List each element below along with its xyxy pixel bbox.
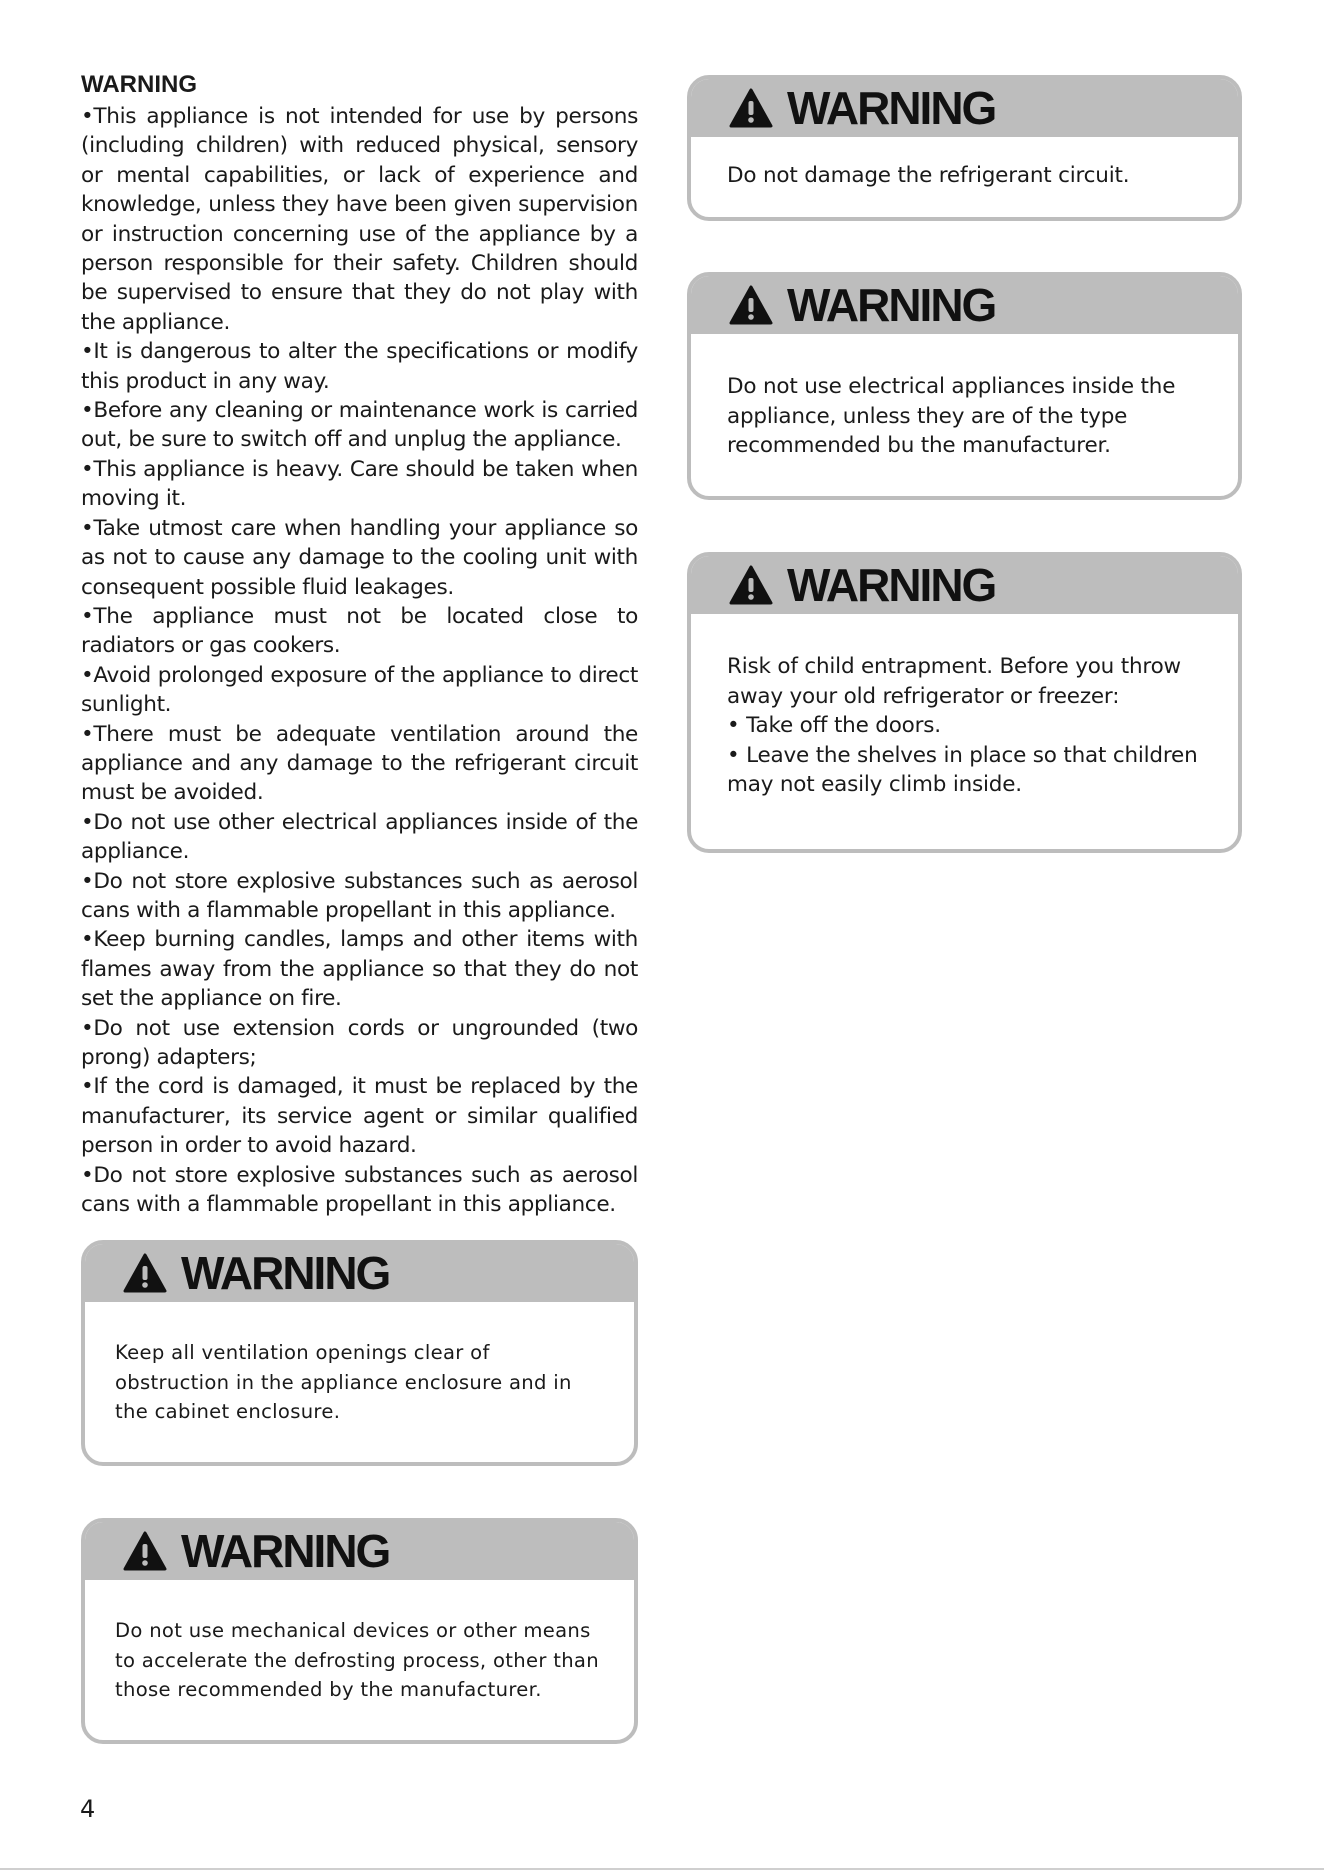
bullet-item: •The appliance must not be located close to radiators or gas cookers. bbox=[81, 603, 638, 659]
bullet-item: •It is dangerous to alter the specifications or modify this product in any way. bbox=[81, 339, 638, 394]
warning-triangle-icon bbox=[729, 285, 773, 325]
bullet-item: •This appliance is heavy. Care should be taken when moving it. bbox=[81, 456, 638, 512]
warning-box-text: Do not use electrical appliances inside the appliance, unless they are of the type recommended bu the manufacturer. bbox=[727, 374, 1176, 458]
page-number: 4 bbox=[80, 1795, 96, 1823]
bullet-item: •Take utmost care when handling your appliance so as not to cause any damage to the cooling unit with consequent possible fluid leakages. bbox=[81, 515, 638, 600]
warning-box-entrapment bbox=[687, 552, 1242, 853]
warning-triangle-icon bbox=[123, 1531, 167, 1571]
page-bottom-rule bbox=[0, 1868, 1324, 1870]
warning-box-defrost bbox=[81, 1518, 638, 1744]
warning-box-header bbox=[691, 79, 1238, 137]
bullet-item: •Avoid prolonged exposure of the appliance to direct sunlight. bbox=[81, 662, 638, 718]
warning-box-title: WARNING bbox=[181, 1247, 390, 1299]
warning-box-title: WARNING bbox=[181, 1525, 390, 1577]
bullet-item: •Keep burning candles, lamps and other items with flames away from the appliance so that they do not set the appliance on fire. bbox=[81, 927, 638, 1012]
warning-triangle-icon bbox=[729, 88, 773, 128]
warning-box-title: WARNING bbox=[787, 559, 996, 611]
warning-box-header bbox=[691, 556, 1238, 614]
warning-box-body bbox=[85, 1302, 634, 1447]
bullet-item: •This appliance is not intended for use by persons (including children) with reduced physical, sensory or mental capabilities, or lack of experience and knowledge, unless they have been given supervision or instruction concerning use of the appliance by a person responsible for their safety. Children should be supervised to ensure that they do not play with the appliance. bbox=[81, 104, 638, 335]
warning-box-text: Do not damage the refrigerant circuit. bbox=[727, 163, 1130, 188]
bullet-item: •If the cord is damaged, it must be replaced by the manufacturer, its service agent or similar qualified person in order to avoid hazard. bbox=[81, 1074, 638, 1159]
warning-box-body bbox=[85, 1580, 634, 1725]
warning-box-body bbox=[691, 334, 1238, 481]
bullet-item: •There must be adequate ventilation around the appliance and any damage to the refrigerant circuit must be avoided. bbox=[81, 721, 638, 806]
warning-box-ventilation bbox=[81, 1240, 638, 1466]
warning-box-refrigerant bbox=[687, 75, 1242, 221]
bullet-item: •Before any cleaning or maintenance work is carried out, be sure to switch off and unplug the appliance. bbox=[81, 398, 638, 453]
bullet-item: •Do not store explosive substances such as aerosol cans with a flammable propellant in this appliance. bbox=[81, 868, 638, 923]
warning-box-body bbox=[691, 137, 1238, 211]
warning-box-text: Do not use mechanical devices or other means to accelerate the defrosting process, other than those recommended by the manufacturer. bbox=[115, 1619, 599, 1701]
bullet-item: •Do not use extension cords or ungrounded (two prong) adapters; bbox=[81, 1015, 638, 1070]
warning-triangle-icon bbox=[123, 1253, 167, 1293]
warning-box-bullet: • Take off the doors. bbox=[727, 713, 941, 738]
warning-box-header bbox=[85, 1244, 634, 1302]
warning-box-bullet: • Leave the shelves in place so that children may not easily climb inside. bbox=[727, 742, 1198, 797]
warning-box-title: WARNING bbox=[787, 82, 996, 134]
warning-box-text: Risk of child entrapment. Before you throw away your old refrigerator or freezer: bbox=[727, 654, 1181, 709]
warning-triangle-icon bbox=[729, 565, 773, 605]
warning-box-electrical bbox=[687, 272, 1242, 500]
safety-list bbox=[81, 70, 638, 1219]
bullet-item: •Do not use other electrical appliances inside of the appliance. bbox=[81, 809, 638, 865]
warning-box-body bbox=[691, 614, 1238, 820]
bullet-item: •Do not store explosive substances such as aerosol cans with a flammable propellant in this appliance. bbox=[81, 1162, 638, 1218]
warning-box-text: Keep all ventilation openings clear of obstruction in the appliance enclosure and in the cabinet enclosure. bbox=[115, 1341, 572, 1423]
warning-box-header bbox=[691, 276, 1238, 334]
warning-heading: WARNING bbox=[81, 71, 197, 98]
warning-box-header bbox=[85, 1522, 634, 1580]
warning-box-title: WARNING bbox=[787, 279, 996, 331]
